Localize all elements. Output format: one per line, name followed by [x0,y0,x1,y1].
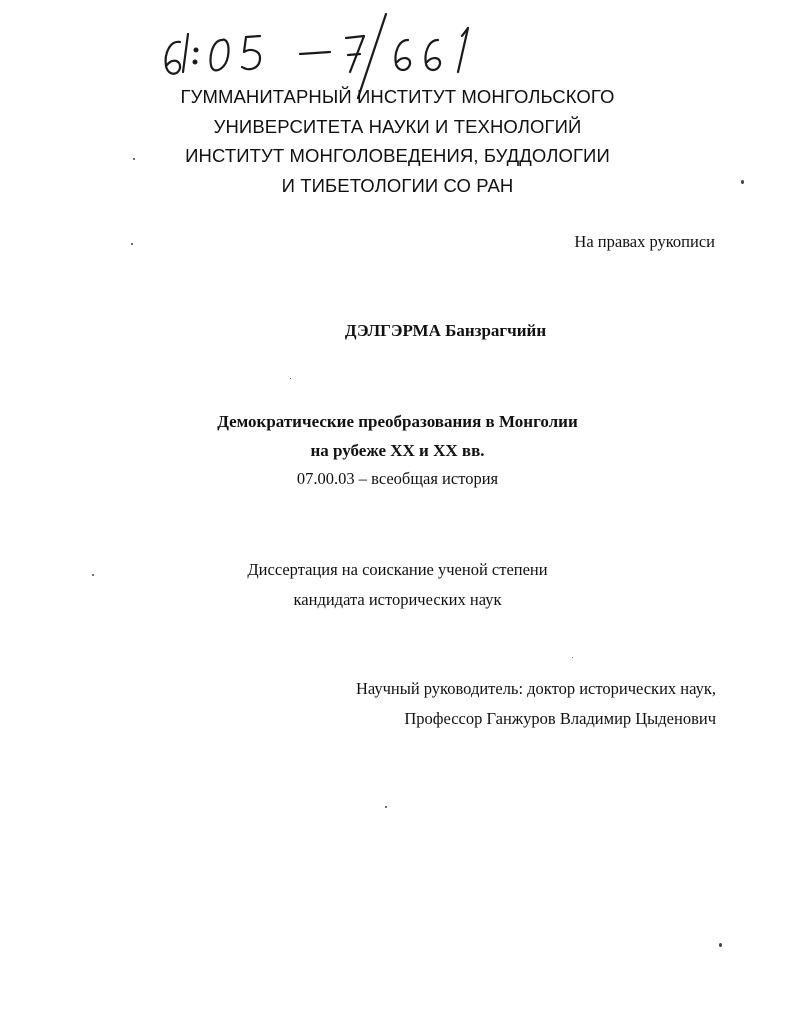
title-line: Демократические преобразования в Монголии [217,412,578,431]
institution-line: УНИВЕРСИТЕТА НАУКИ И ТЕХНОЛОГИЙ [213,115,582,137]
author-name-text: ДЭЛГЭРМА Банзрагчийн [344,321,547,340]
institution-header [0,82,795,200]
scan-speck [290,378,291,379]
degree-line: Диссертация на соискание ученой степени [247,560,548,579]
institution-line: И ТИБЕТОЛОГИИ СО РАН [281,174,514,196]
scan-speck [741,180,744,184]
institution-line: ГУММАНИТАРНЫЙ ИНСТИТУТ МОНГОЛЬСКОГО [180,86,615,107]
scan-speck [131,243,133,245]
institution-line: ИНСТИТУТ МОНГОЛОВЕДЕНИЯ, БУДДОЛОГИИ [185,145,610,166]
supervisor-line: Профессор Ганжуров Владимир Цыденович [404,708,716,728]
scan-speck [572,657,573,658]
scan-speck [719,943,722,947]
scan-speck [92,574,94,576]
title-line: на рубеже XX и XX вв. [310,440,485,460]
specialty-code: 07.00.03 – всеобщая история [296,469,499,488]
scan-speck [133,158,135,160]
degree-line: кандидата исторических наук [293,589,502,609]
supervisor-line: Научный руководитель: доктор исторических наук, [355,679,716,698]
rights-note: На правах рукописи [574,232,715,251]
dissertation-title [0,408,795,494]
author-name [0,321,795,341]
degree-statement [0,555,795,614]
supervisor-block [356,674,716,733]
scan-speck [385,806,387,808]
